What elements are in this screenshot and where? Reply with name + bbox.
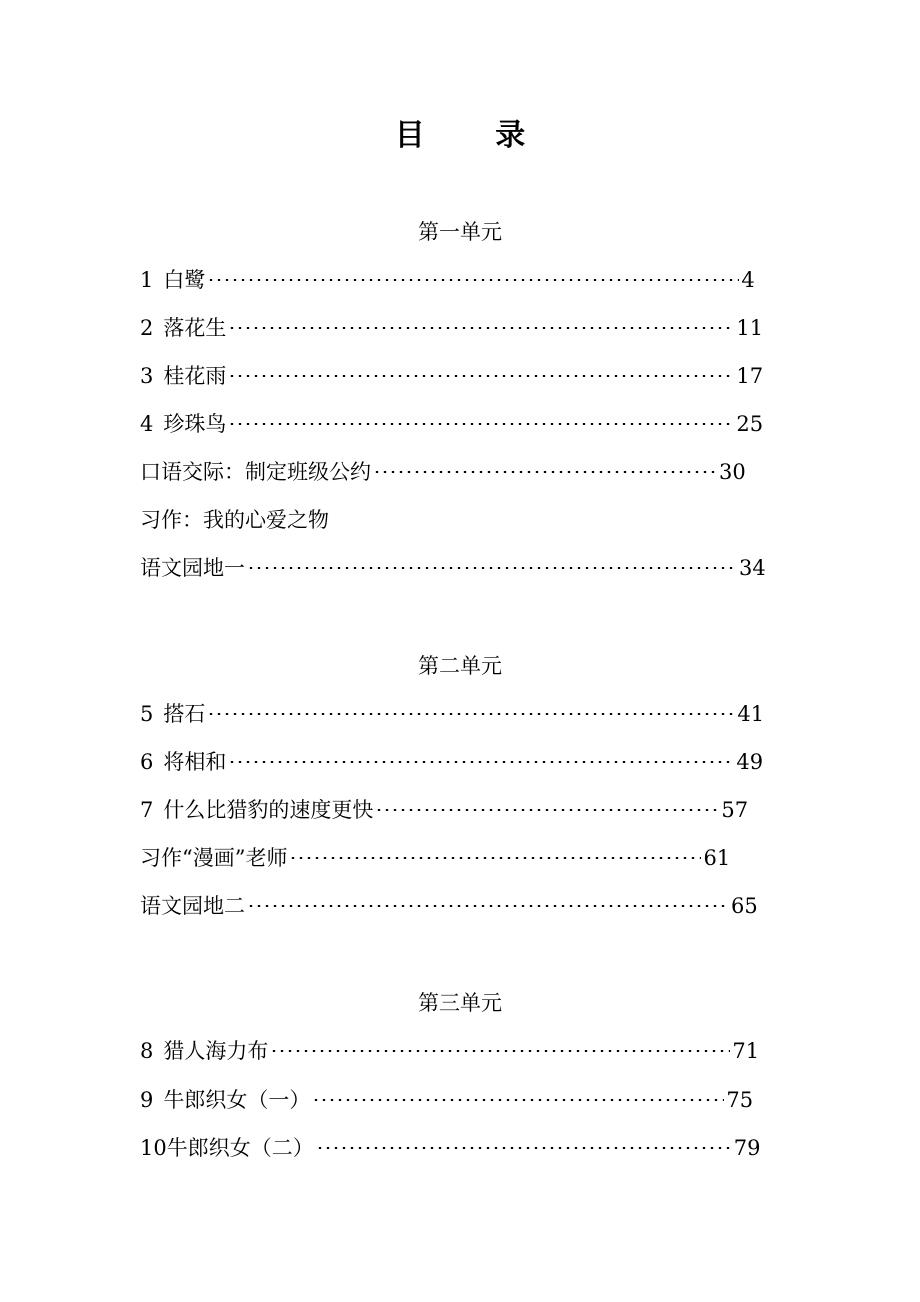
entry-number: 3 [140, 364, 154, 388]
entry-number: 2 [140, 316, 154, 340]
toc-entry[interactable] [140, 457, 746, 487]
entry-number: 1 [140, 268, 154, 292]
entry-title: 珍珠鸟 [163, 412, 227, 436]
toc-entry[interactable] [140, 1036, 759, 1066]
entry-number: 9 [140, 1088, 154, 1112]
entry-title: 桂花雨 [163, 364, 227, 388]
toc-entry[interactable] [140, 553, 766, 583]
dot-leader [228, 423, 734, 425]
entry-title: 白鹭 [163, 268, 206, 292]
entry-page-number: 41 [737, 702, 765, 726]
dot-leader [375, 809, 719, 811]
dot-leader [247, 905, 729, 907]
entry-title: 搭石 [163, 702, 206, 726]
entry-title: 落花生 [163, 316, 227, 340]
entry-page-number: 57 [721, 798, 749, 822]
entry-title: 猎人海力布 [163, 1039, 269, 1063]
toc-entry[interactable] [140, 891, 758, 921]
toc-entry[interactable] [140, 699, 764, 729]
toc-entry[interactable] [140, 1133, 760, 1163]
entry-title: 牛郎织女（二） [166, 1136, 314, 1160]
entry-number: 10 [140, 1136, 167, 1160]
entry-title: 语文园地二 [140, 894, 245, 918]
entry-title: 习作“漫画”老师 [140, 846, 288, 870]
toc-entry[interactable] [140, 747, 763, 777]
entry-number: 7 [140, 798, 154, 822]
dot-leader [312, 1099, 724, 1101]
entry-title: 口语交际：制定班级公约 [140, 460, 371, 484]
entry-page-number: 65 [731, 894, 758, 918]
entry-title: 什么比猎豹的速度更快 [163, 798, 374, 822]
unit-heading: 第二单元 [418, 654, 502, 678]
entry-title: 将相和 [163, 750, 227, 774]
entry-title: 牛郎织女（一） [163, 1088, 311, 1112]
entry-page-number: 61 [703, 846, 731, 870]
entry-title: 语文园地一 [140, 556, 245, 580]
toc-entry[interactable] [140, 313, 763, 343]
unit-heading: 第三单元 [418, 991, 502, 1015]
dot-leader [207, 279, 739, 281]
entry-number: 6 [140, 750, 154, 774]
entry-page-number: 4 [741, 268, 755, 292]
dot-leader [207, 713, 735, 715]
entry-number: 8 [140, 1039, 154, 1063]
entry-number: 4 [140, 412, 154, 436]
entry-page-number: 49 [736, 750, 764, 774]
entry-page-number: 71 [732, 1039, 760, 1063]
dot-leader [270, 1050, 730, 1052]
page-title: 目 录 [394, 118, 556, 153]
dot-leader [373, 471, 717, 473]
entry-page-number: 34 [739, 556, 766, 580]
dot-leader [289, 857, 701, 859]
toc-entry[interactable] [140, 361, 763, 391]
dot-leader [228, 375, 734, 377]
toc-entry[interactable] [140, 505, 329, 535]
entry-page-number: 30 [719, 460, 746, 484]
dot-leader [228, 327, 734, 329]
toc-entry[interactable] [140, 1085, 753, 1115]
dot-leader [247, 567, 737, 569]
entry-title: 习作：我的心爱之物 [140, 508, 329, 532]
entry-page-number: 75 [726, 1088, 754, 1112]
toc-entry[interactable] [140, 795, 748, 825]
dot-leader [316, 1147, 732, 1149]
unit-heading: 第一单元 [418, 220, 502, 244]
toc-entry[interactable] [140, 265, 755, 295]
entry-page-number: 79 [733, 1136, 761, 1160]
toc-entry[interactable] [140, 843, 730, 873]
entry-number: 5 [140, 702, 154, 726]
entry-page-number: 17 [736, 364, 764, 388]
entry-page-number: 25 [736, 412, 764, 436]
toc-entry[interactable] [140, 409, 763, 439]
entry-page-number: 11 [736, 316, 764, 340]
dot-leader [228, 761, 734, 763]
